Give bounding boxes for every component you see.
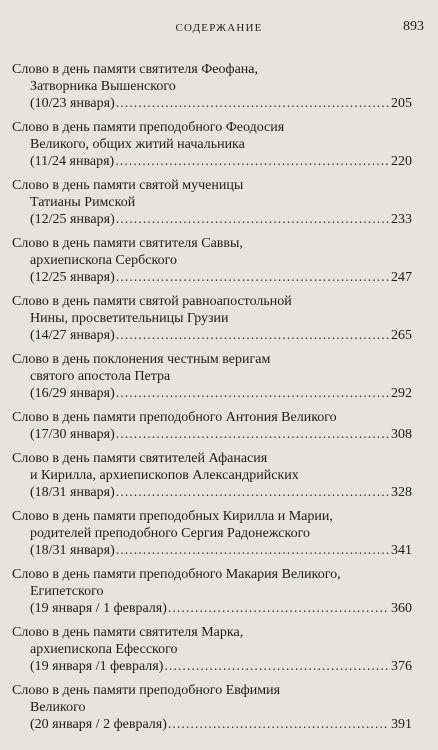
toc-entry (12, 624, 412, 675)
toc-entry (12, 450, 412, 501)
toc-entry-title-continuation: Египетского (30, 584, 104, 599)
toc-entry-date-line (12, 385, 412, 402)
toc-entry-date: (17/30 января) (30, 427, 115, 442)
toc-entry-page-number: 391 (391, 717, 412, 732)
toc-entry (12, 177, 412, 228)
page-number: 893 (403, 19, 424, 34)
dot-leader (168, 716, 389, 733)
toc-entry-date-line (12, 153, 412, 170)
toc-entry-title: Слово в день поклонения честным веригам (12, 352, 271, 367)
toc-entry-date: (18/31 января) (30, 485, 115, 500)
toc-entry-page-number: 247 (391, 270, 412, 285)
toc-entry-page-number: 233 (391, 212, 412, 227)
toc-entry-page-number: 265 (391, 328, 412, 343)
toc-entry-date: (12/25 января) (30, 212, 115, 227)
toc-entry-date-line (12, 327, 412, 344)
toc-entry (12, 351, 412, 402)
toc-entry (12, 566, 412, 617)
toc-entry-date: (18/31 января) (30, 543, 115, 558)
running-head: СОДЕРЖАНИЕ (175, 22, 263, 34)
toc-entry (12, 409, 412, 443)
toc-entry (12, 293, 412, 344)
dot-leader (116, 542, 389, 559)
toc-entry-page-number: 292 (391, 386, 412, 401)
toc-entry-date-line (12, 211, 412, 228)
toc-entry-title-continuation: архиепископа Ефесского (30, 642, 178, 657)
toc-entry (12, 119, 412, 170)
toc-entry-date: (19 января / 1 февраля) (30, 601, 167, 616)
toc-entry-title: Слово в день памяти преподобных Кирилла и Марии, (12, 509, 333, 524)
toc-entry-title-continuation: архиепископа Сербского (30, 253, 177, 268)
toc-entry-title: Слово в день памяти преподобного Антония Великого (12, 410, 337, 425)
dot-leader (164, 658, 389, 675)
toc-entry-date-line (12, 600, 412, 617)
toc-entry-page-number: 360 (391, 601, 412, 616)
toc-entry-title-continuation: и Кирилла, архиепископов Александрийских (30, 468, 299, 483)
toc-entry-date-line (12, 269, 412, 286)
toc-entry (12, 235, 412, 286)
toc-entry-title-continuation: Нины, просветительницы Грузии (30, 311, 229, 326)
toc-entry-page-number: 205 (391, 96, 412, 111)
dot-leader (116, 484, 389, 501)
toc-entry-title: Слово в день памяти святителя Феофана, (12, 62, 258, 77)
toc-entry-date-line (12, 542, 412, 559)
dot-leader (116, 426, 389, 443)
toc-entry-title: Слово в день памяти святителя Марка, (12, 625, 244, 640)
dot-leader (116, 269, 389, 286)
toc-entry-date: (12/25 января) (30, 270, 115, 285)
toc-entry-title-continuation: Великого (30, 700, 86, 715)
toc-entry-date-line (12, 658, 412, 675)
dot-leader (116, 327, 389, 344)
toc-entry-date-line (12, 716, 412, 733)
toc-entry-date: (19 января /1 февраля) (30, 659, 164, 674)
toc-entry-date: (10/23 января) (30, 96, 115, 111)
dot-leader (115, 153, 389, 170)
dot-leader (116, 211, 389, 228)
toc-entry (12, 508, 412, 559)
toc-entry-date-line (12, 426, 412, 443)
toc-entry-title: Слово в день памяти преподобного Макария Великого, (12, 567, 341, 582)
toc-entry-date: (20 января / 2 февраля) (30, 717, 167, 732)
toc-entry-date: (14/27 января) (30, 328, 115, 343)
toc-entry (12, 682, 412, 733)
toc-entry-page-number: 376 (391, 659, 412, 674)
toc-entry-title-continuation: Татианы Римской (30, 195, 136, 210)
toc-entry-page-number: 328 (391, 485, 412, 500)
toc-entry-date: (16/29 января) (30, 386, 115, 401)
table-of-contents (12, 61, 412, 733)
toc-entry (12, 61, 412, 112)
toc-entry-date-line (12, 95, 412, 112)
toc-entry-title-continuation: родителей преподобного Сергия Радонежского (30, 526, 311, 541)
toc-entry-page-number: 308 (391, 427, 412, 442)
toc-entry-title: Слово в день памяти святой равноапостольной (12, 294, 292, 309)
toc-entry-title: Слово в день памяти святой мученицы (12, 178, 244, 193)
toc-entry-title: Слово в день памяти преподобного Евфимия (12, 683, 281, 698)
toc-entry-title: Слово в день памяти святителя Саввы, (12, 236, 243, 251)
toc-entry-page-number: 220 (391, 154, 412, 169)
toc-entry-title-continuation: Затворника Вышенского (30, 79, 176, 94)
toc-entry-date: (11/24 января) (30, 154, 115, 169)
toc-entry-page-number: 341 (391, 543, 412, 558)
toc-entry-date-line (12, 484, 412, 501)
dot-leader (116, 95, 389, 112)
toc-entry-title-continuation: святого апостола Петра (30, 369, 171, 384)
toc-entry-title: Слово в день памяти святителей Афанасия (12, 451, 268, 466)
dot-leader (116, 385, 389, 402)
toc-entry-title: Слово в день памяти преподобного Феодосия (12, 120, 285, 135)
toc-entry-title-continuation: Великого, общих житий начальника (30, 137, 245, 152)
dot-leader (168, 600, 389, 617)
